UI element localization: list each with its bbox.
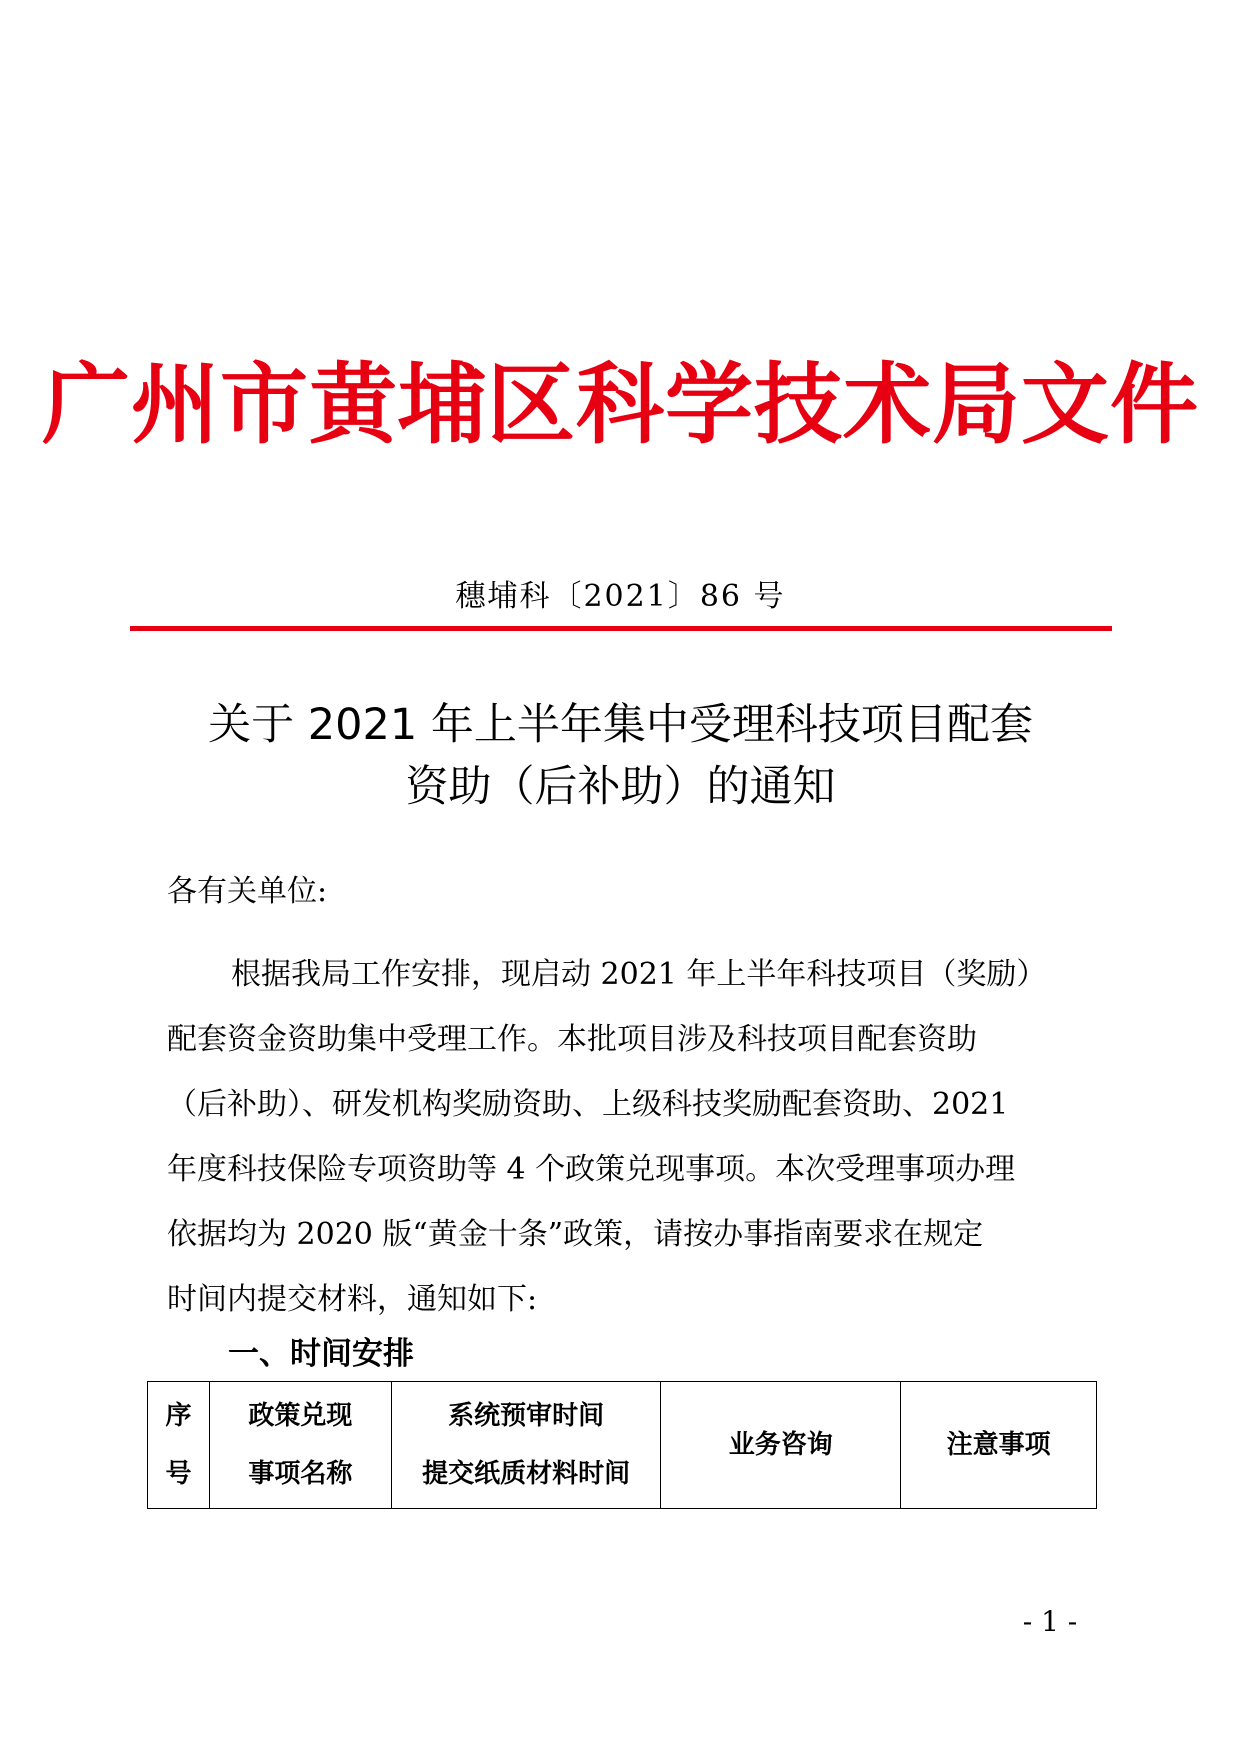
header-policy-line-2: 事项名称: [248, 1459, 353, 1489]
header-cell-time: [391, 1382, 661, 1509]
notice-title-line-2: 资助（后补助）的通知: [405, 762, 836, 812]
header-cell-seq: [148, 1382, 210, 1509]
body-line: 年度科技保险专项资助等 4 个政策兑现事项。本次受理事项办理: [167, 1152, 1016, 1187]
page-number: - 1 -: [1022, 1605, 1078, 1638]
header-time-line-2: 提交纸质材料时间: [422, 1459, 631, 1489]
document-number: 穗埔科〔2021〕86 号: [455, 579, 786, 614]
table-header-row: [148, 1382, 1097, 1509]
header-seq-line-2: 号: [165, 1459, 192, 1489]
header-policy-line-1: 政策兑现: [248, 1401, 353, 1431]
body-paragraph: [167, 942, 1097, 1332]
body-line: 时间内提交材料，通知如下:: [167, 1282, 538, 1317]
header-cell-notes: 注意事项: [901, 1382, 1097, 1509]
header-time-line-1: 系统预审时间: [448, 1401, 605, 1431]
section-heading-schedule: 一、时间安排: [228, 1336, 414, 1372]
document-header-title: 广州市黄埔区科学技术局文件: [41, 352, 1199, 456]
body-line: 配套资金资助集中受理工作。本批项目涉及科技项目配套资助: [167, 1022, 977, 1057]
salutation: 各有关单位:: [167, 874, 328, 909]
header-seq-line-1: 序: [165, 1401, 192, 1431]
notice-title-line-1: 关于 2021 年上半年集中受理科技项目配套: [208, 700, 1033, 750]
body-line: （后补助）、研发机构奖励资助、上级科技奖励配套资助、2021: [167, 1087, 1009, 1122]
body-line: 根据我局工作安排，现启动 2021 年上半年科技项目（奖励）: [231, 957, 1047, 992]
header-cell-policy-name: [209, 1382, 391, 1509]
red-divider-rule: [130, 626, 1112, 631]
header-cell-consult: 业务咨询: [661, 1382, 901, 1509]
body-line: 依据均为 2020 版“黄金十条”政策，请按办事指南要求在规定: [167, 1217, 984, 1252]
schedule-table: [147, 1381, 1097, 1509]
notice-title: [0, 694, 1241, 818]
